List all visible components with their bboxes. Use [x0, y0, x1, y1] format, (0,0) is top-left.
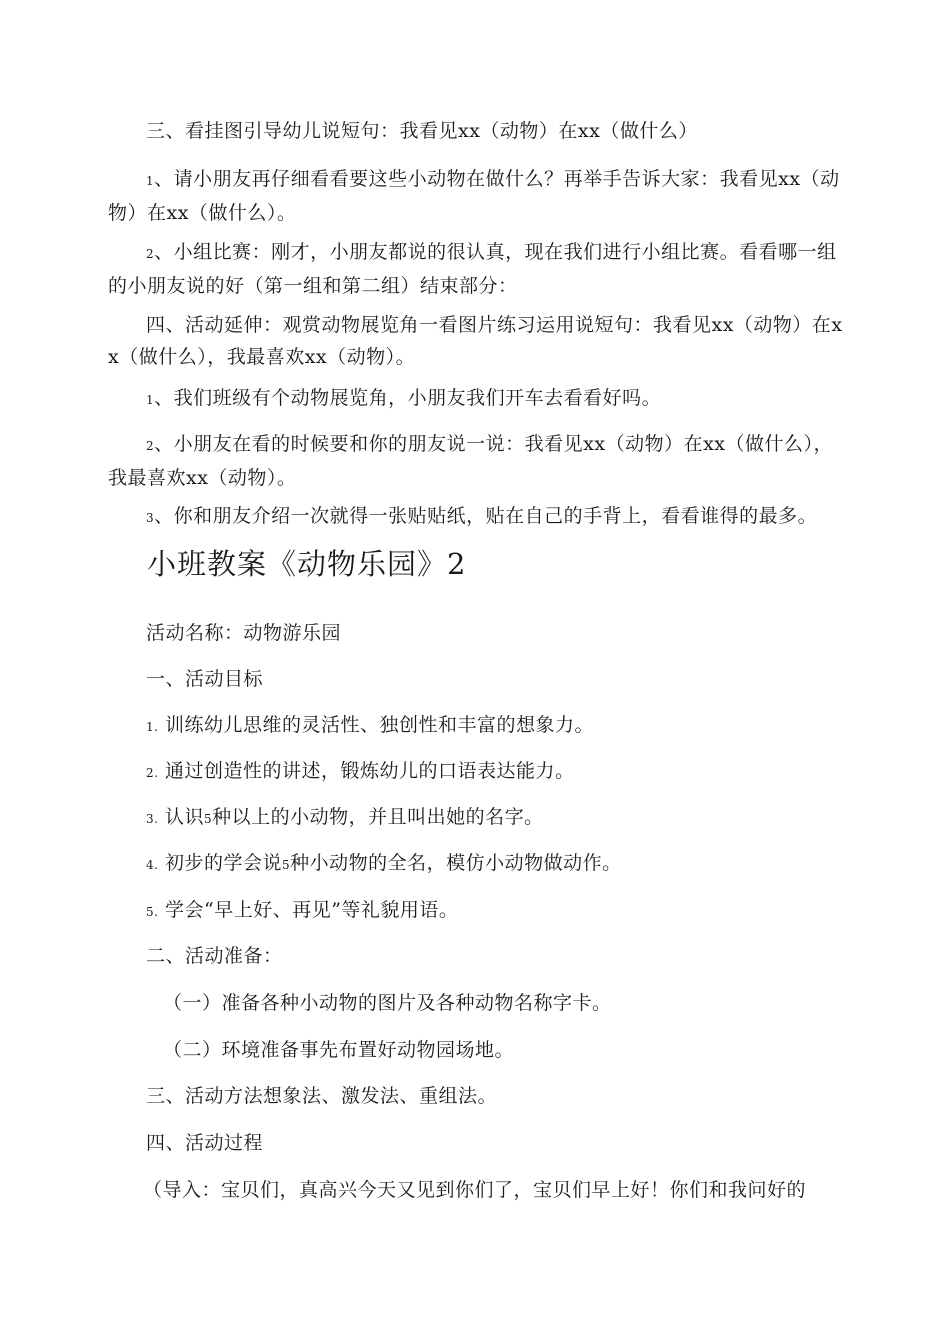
activity-name: 活动名称：动物游乐园: [146, 622, 342, 644]
process-title: 四、活动过程: [146, 1132, 264, 1154]
goal-text: 训练幼儿思维的灵活性、独创性和丰富的想象力。: [165, 714, 595, 736]
goal-number: 3.: [146, 812, 159, 826]
goal-number: 1.: [146, 720, 159, 734]
paragraph-step-three-item-2: [108, 236, 850, 302]
item-number: 3: [146, 511, 155, 525]
goal-number: 5.: [146, 905, 159, 919]
method-title: 三、活动方法想象法、激发法、重组法。: [146, 1085, 498, 1107]
goal-item-1: [108, 709, 850, 743]
item-number: 2: [146, 247, 155, 261]
item-number: 2: [146, 439, 155, 453]
goal-text: 学会“早上好、再见”等礼貌用语。: [165, 899, 459, 921]
goal-number-inline: 5: [282, 858, 291, 872]
goals-title: 一、活动目标: [146, 668, 264, 690]
goal-number: 4.: [146, 858, 159, 872]
goal-item-4: [108, 847, 850, 881]
paragraph-step-four-item-1: [108, 382, 850, 416]
item-text: 、我们班级有个动物展览角，小朋友我们开车去看看好吗。: [154, 387, 662, 409]
prep-item-1: （一）准备各种小动物的图片及各种动物名称字卡。: [163, 992, 612, 1014]
item-number: 1: [146, 174, 155, 188]
intro-paragraph: （导入：宝贝们，真高兴今天又见到你们了，宝贝们早上好！你们和我问好的: [143, 1179, 807, 1201]
item-text: 、小朋友在看的时候要和你的朋友说一说：我看见xx（动物）在xx（做什么），我最喜欢xx（动物）。: [108, 433, 834, 489]
item-text: 、请小朋友再仔细看看要这些小动物在做什么？再举手告诉大家：我看见xx（动物）在xx（做什么）。: [108, 168, 840, 224]
goal-text-a: 认识: [165, 806, 205, 828]
paragraph-step-four-item-3: [108, 500, 850, 534]
goal-number: 2.: [146, 766, 159, 780]
prep-item-2: （二）环境准备事先布置好动物园场地。: [163, 1039, 515, 1061]
goal-text-b: 种以上的小动物，并且叫出她的名字。: [212, 806, 544, 828]
goal-number-inline: 5: [204, 812, 213, 826]
lesson-heading: 小班教案《动物乐园》2: [147, 547, 467, 581]
paragraph-step-four-item-2: [108, 428, 850, 494]
goal-item-2: [108, 755, 850, 789]
item-text: 、小组比赛：刚才，小朋友都说的很认真，现在我们进行小组比赛。看看哪一组的小朋友说的好（第一组和第二组）结束部分：: [108, 241, 837, 297]
goal-item-5: [108, 894, 850, 928]
goal-item-3: [108, 801, 850, 835]
goal-text: 通过创造性的讲述，锻炼幼儿的口语表达能力。: [165, 760, 575, 782]
item-text: 、你和朋友介绍一次就得一张贴贴纸，贴在自己的手背上，看看谁得的最多。: [154, 505, 818, 527]
item-number: 1: [146, 393, 155, 407]
prep-title: 二、活动准备：: [146, 945, 283, 967]
paragraph-step-three-item-1: [108, 163, 850, 229]
paragraph-step-four: 四、活动延伸：观赏动物展览角一看图片练习运用说短句：我看见xx（动物）在xx（做什么），我最喜欢xx（动物）。: [108, 314, 843, 368]
goal-text-b: 种小动物的全名，模仿小动物做动作。: [290, 852, 622, 874]
paragraph-step-three: 三、看挂图引导幼儿说短句：我看见xx（动物）在xx（做什么）: [146, 120, 698, 142]
goal-text-a: 初步的学会说: [165, 852, 283, 874]
